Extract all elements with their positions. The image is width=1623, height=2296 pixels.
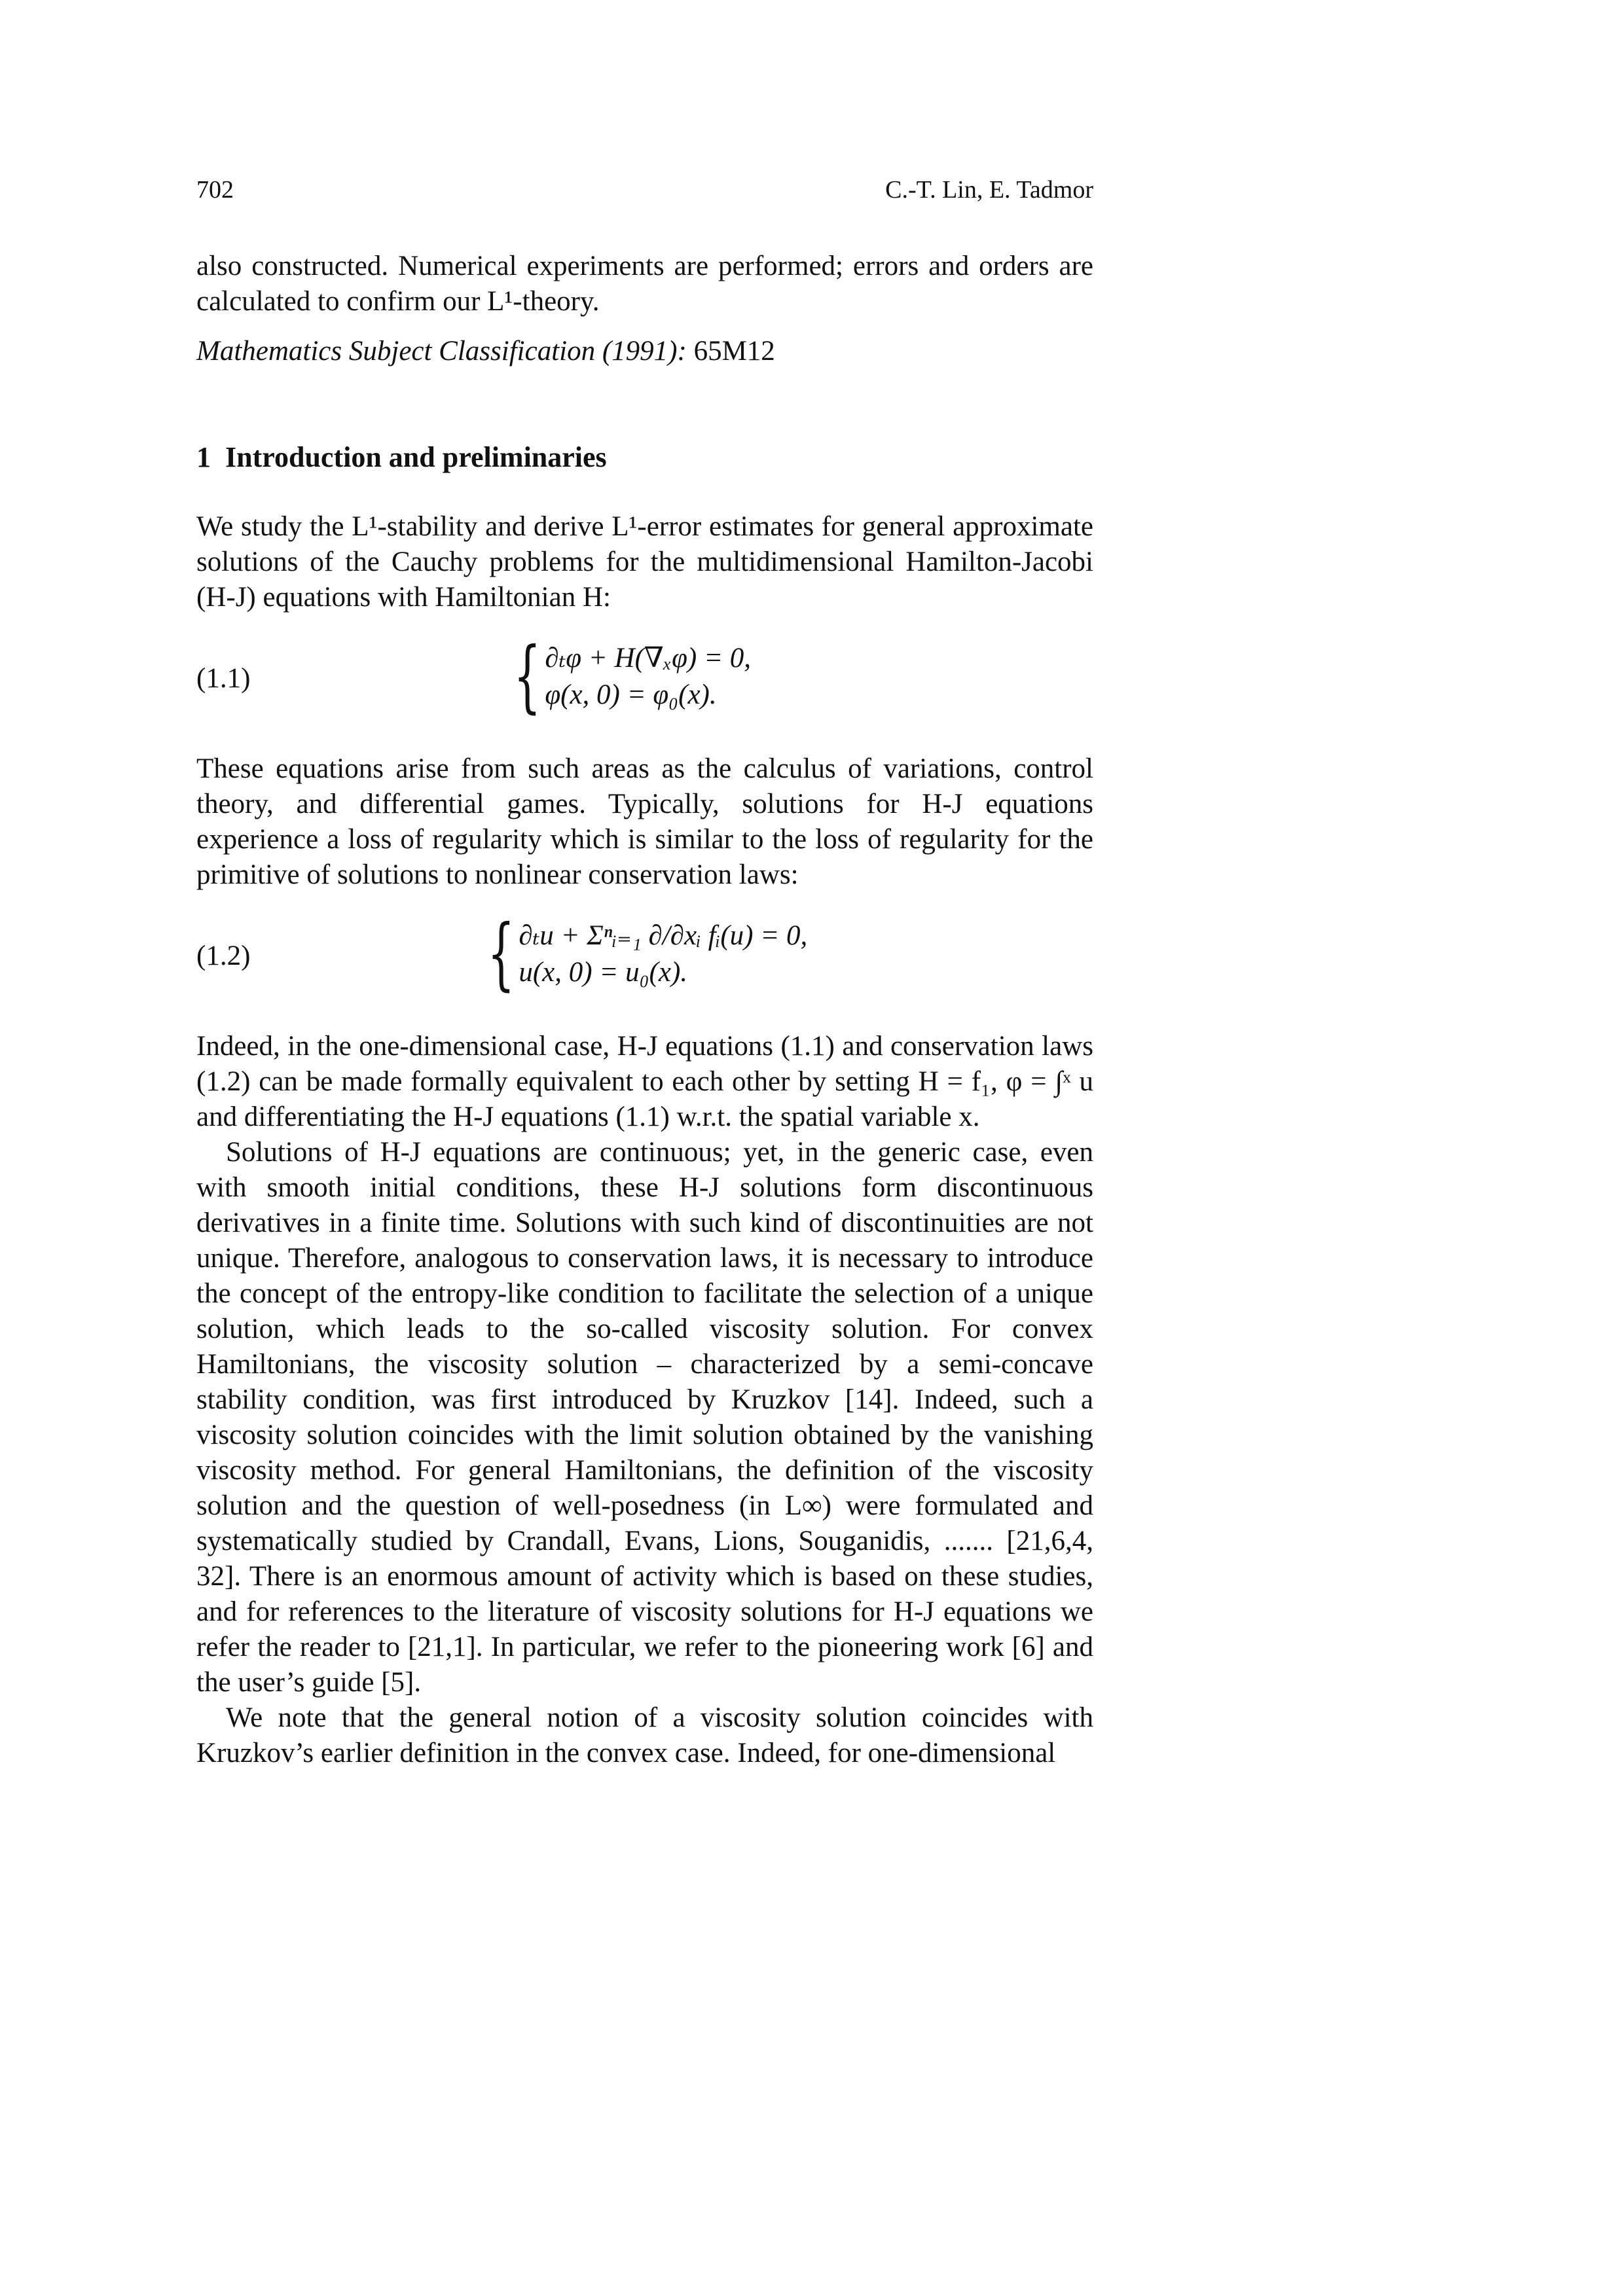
paragraph-1: We study the L¹-stability and derive L¹-error estimates for general approximate solutions of the Cauchy problems for the multidimensional Hamilton-Jacobi (H-J) equations with Hamiltonian H:	[196, 511, 1093, 613]
msc-code: 65M12	[693, 336, 775, 367]
msc-line	[196, 334, 1093, 369]
equation-system	[491, 631, 752, 722]
running-authors: C.-T. Lin, E. Tadmor	[885, 176, 1093, 204]
equation-1-1	[196, 631, 1093, 729]
brace-symbol: {	[513, 631, 541, 722]
equation-line: ∂ₜφ + H(∇ₓφ) = 0,	[545, 643, 752, 673]
section-title: Introduction and preliminaries	[225, 441, 607, 473]
equation-line: φ(x, 0) = φ₀(x).	[545, 679, 717, 710]
page-number: 702	[196, 176, 234, 204]
paragraph-3: Indeed, in the one-dimensional case, H-J equations (1.1) and conservation laws (1.2) can be made formally equivalent to each other by setting H = f₁, φ = ∫ˣ u and differentiating the H-J equations (1.1) w.r.t. the spatial variable x.	[196, 1031, 1093, 1132]
abstract-end: also constructed. Numerical experiments are performed; errors and orders are calculated to confirm our L¹-theory.	[196, 251, 1093, 317]
section-heading	[196, 440, 1093, 475]
section-number: 1	[196, 441, 211, 473]
equation-line: u(x, 0) = u₀(x).	[519, 957, 688, 988]
equation-number: (1.1)	[196, 663, 251, 694]
equation-number: (1.2)	[196, 941, 251, 971]
paragraph-5: We note that the general notion of a viscosity solution coincides with Kruzkov’s earlier definition in the convex case. Indeed, for one-dimensional	[196, 1702, 1093, 1768]
equation-system	[465, 908, 808, 999]
article-body	[196, 249, 1093, 1771]
msc-label: Mathematics Subject Classification (1991):	[196, 336, 687, 367]
paragraph-2: These equations arise from such areas as the calculus of variations, control theory, and differential games. Typically, solutions for H-J equations experience a loss of regularity which is similar to the loss of regularity for the primitive of solutions to nonlinear conservation laws:	[196, 753, 1093, 890]
paragraph-4: Solutions of H-J equations are continuous; yet, in the generic case, even with smooth initial conditions, these H-J solutions form discontinuous derivatives in a finite time. Solutions with such kind of discontinuities are not unique. Therefore, analogous to conservation laws, it is necessary to introduce the concept of the entropy-like condition to facilitate the selection of a unique solution, which leads to the so-called viscosity solution. For convex Hamiltonians, the viscosity solution – characterized by a semi-concave stability condition, was first introduced by Kruzkov [14]. Indeed, such a viscosity solution coincides with the limit solution obtained by the vanishing viscosity method. For general Hamiltonians, the definition of the viscosity solution and the question of well-posedness (in L∞) were formulated and systematically studied by Crandall, Evans, Lions, Souganidis, ....... [21,6,4, 32]. There is an enormous amount of activity which is based on these studies, and for references to the literature of viscosity solutions for H-J equations we refer the reader to [21,1]. In particular, we refer to the pioneering work [6] and the user’s guide [5].	[196, 1137, 1093, 1698]
equation-1-2	[196, 908, 1093, 1007]
brace-symbol: {	[487, 908, 515, 999]
equation-line: ∂ₜu + Σⁿᵢ₌₁ ∂/∂xᵢ fᵢ(u) = 0,	[519, 920, 808, 951]
